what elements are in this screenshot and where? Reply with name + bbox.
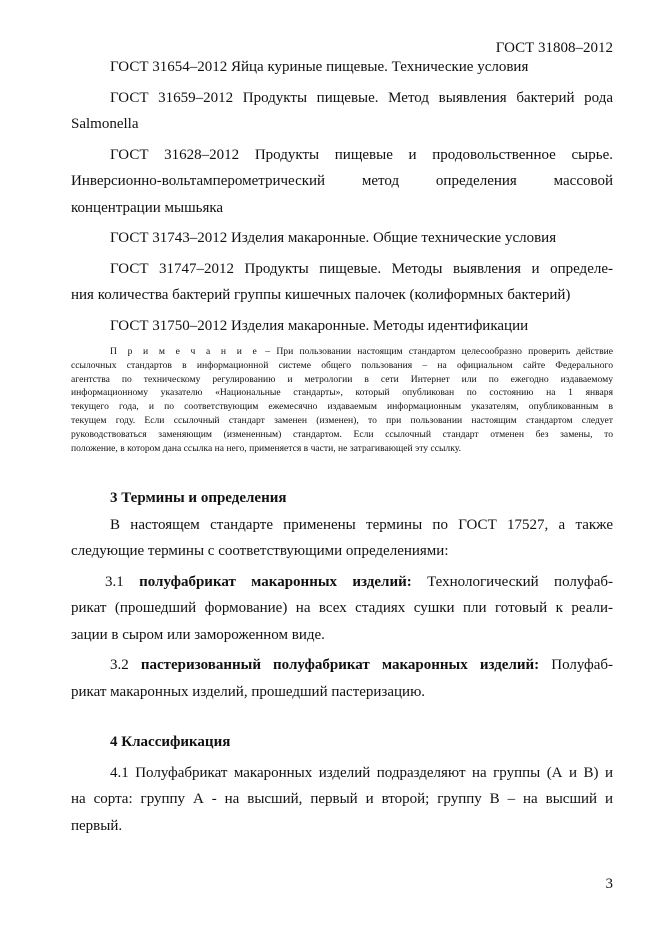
- term-number: 3.2: [110, 657, 129, 674]
- reference-line: Инверсионно-вольтамперометрический метод определения массовой: [71, 173, 613, 189]
- note-line: текущего года, и по соответствующим ежемесячно издаваемым информационным указателям, опубликованным в: [71, 401, 613, 413]
- paragraph-line: следующие термины с соответствующими определениями:: [71, 543, 449, 560]
- reference-item: [71, 225, 613, 252]
- paragraph-line: первый.: [71, 817, 123, 834]
- reference-line: Salmonella: [71, 116, 139, 132]
- reference-line: ГОСТ 31628–2012 Продукты пищевые и продовольственное сырье.: [110, 146, 613, 163]
- paragraph-line: В настоящем стандарте применены термины по ГОСТ 17527, а также: [110, 516, 613, 533]
- reference-line: ГОСТ 31747–2012 Продукты пищевые. Методы выявления и определе-: [110, 260, 613, 277]
- reference-line: ГОСТ 31654–2012 Яйца куриные пищевые. Технические условия: [110, 59, 529, 75]
- section-heading: 4 Классификация: [110, 734, 231, 751]
- document-header-code: ГОСТ 31808–2012: [495, 40, 613, 56]
- page-number: 3: [605, 876, 613, 892]
- reference-item: [71, 54, 613, 81]
- term-number: 3.1: [105, 573, 124, 590]
- reference-item-continuation: [71, 168, 613, 195]
- note-line: руководствоваться заменяющим (измененным) стандартом. Если ссылочный стандарт отменен без замены, то: [71, 428, 613, 440]
- reference-line: концентрации мышьяка: [71, 199, 224, 216]
- note-line: ссылочных стандартов в информационной системе общего пользования – на официальном сайте Федерального: [71, 359, 613, 371]
- reference-item-continuation: [71, 111, 613, 138]
- note-label: П р и м е ч а н и е: [110, 346, 259, 357]
- note-line: П р и м е ч а н и е – При пользовании настоящим стандартом целесообразно проверить действие: [110, 346, 614, 357]
- note-line: информационному указателю «Национальные стандарты», который опубликован по состоянию на 1 января: [71, 387, 613, 399]
- note-line: агентства по техническому регулированию и метрологии в сети Интернет или по ежегодно издаваемому: [71, 373, 613, 385]
- reference-line: ГОСТ 31750–2012 Изделия макаронные. Методы идентификации: [110, 317, 529, 334]
- document-body: [71, 54, 613, 839]
- term-name: пастеризованный полуфабрикат макаронных изделий:: [140, 657, 540, 674]
- note-line: положение, в котором дана ссылка на него, применяется в части, не затрагивающей эту ссылку.: [71, 442, 461, 454]
- note-line: текущем году. Если ссылочный стандарт заменен (изменен), то при пользовании настоящим стандартом следует: [71, 414, 613, 426]
- reference-item: [71, 313, 613, 340]
- reference-item-continuation: [71, 195, 613, 222]
- term-definition: [71, 652, 613, 679]
- reference-line: ГОСТ 31743–2012 Изделия макаронные. Общие технические условия: [110, 230, 557, 246]
- reference-item: [71, 142, 613, 169]
- term-name: полуфабрикат макаронных изделий:: [139, 573, 412, 590]
- reference-item: [71, 85, 613, 112]
- reference-note: [71, 345, 613, 455]
- term-text: Полуфаб-: [551, 657, 614, 674]
- paragraph-line: 4.1 Полуфабрикат макаронных изделий подразделяют на группы (А и В) и: [110, 764, 613, 781]
- paragraph-line: зации в сыром или замороженном виде.: [71, 626, 325, 643]
- paragraph-line: рикат макаронных изделий, прошедший пастеризацию.: [71, 683, 426, 700]
- reference-line: ГОСТ 31659–2012 Продукты пищевые. Метод выявления бактерий рода: [110, 89, 613, 106]
- reference-item: [71, 256, 613, 283]
- term-text: Технологический полуфаб-: [427, 573, 613, 590]
- term-definition: [71, 569, 613, 596]
- paragraph-line: рикат (прошедший формование) на всех стадиях сушки пли готовый к реали-: [71, 600, 613, 617]
- section-heading: 3 Термины и определения: [110, 490, 287, 507]
- reference-line: ния количества бактерий группы кишечных палочек (колиформных бактерий): [71, 287, 571, 303]
- reference-item-continuation: [71, 282, 613, 309]
- paragraph-line: на сорта: группу А - на высший, первый и второй; группу В – на высший и: [71, 791, 613, 808]
